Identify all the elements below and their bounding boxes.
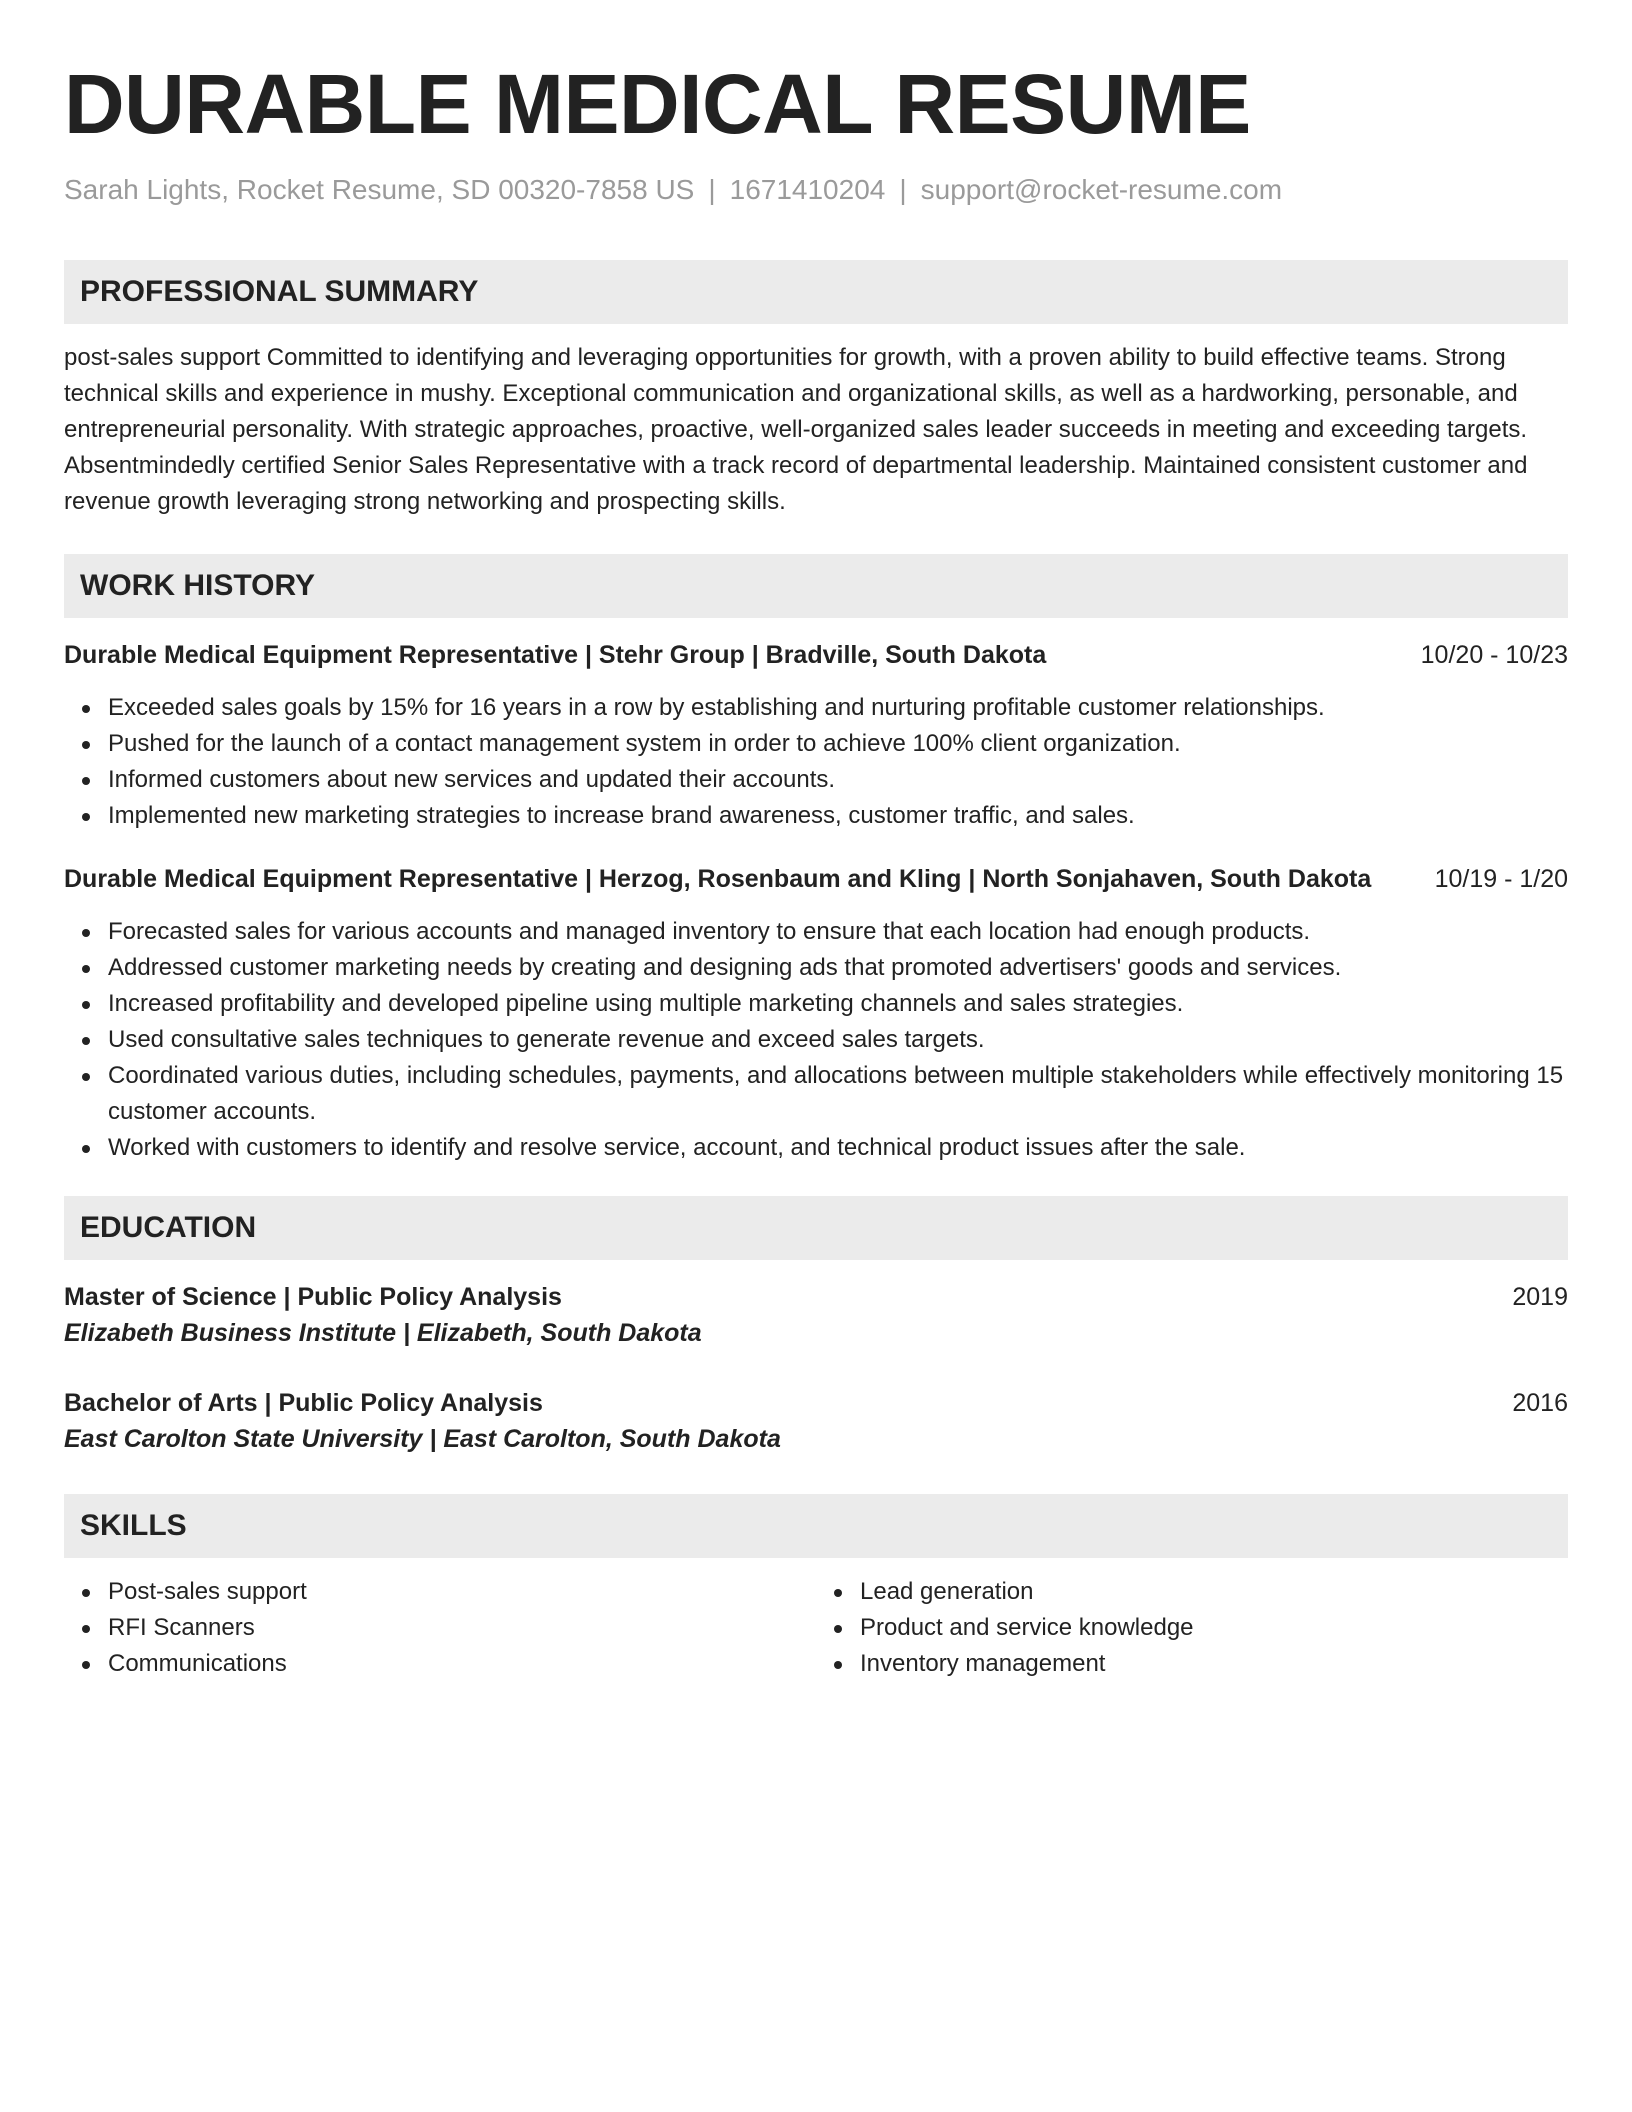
job-bullet: Worked with customers to identify and resolve service, account, and technical product issues after the sale.: [108, 1130, 1568, 1166]
job-title: Durable Medical Equipment Representative | Herzog, Rosenbaum and Kling | North Sonjahaven, South Dakota: [64, 865, 1372, 893]
job-title: Durable Medical Equipment Representative | Stehr Group | Bradville, South Dakota: [64, 641, 1047, 669]
job-bullets: [64, 690, 1568, 834]
skill-item: Product and service knowledge: [860, 1610, 1568, 1646]
skill-item: Lead generation: [860, 1574, 1568, 1610]
skills-column-left: [64, 1574, 816, 1682]
section-heading-skills: SKILLS: [64, 1494, 1568, 1558]
job-header: [64, 862, 1568, 896]
job-bullet: Pushed for the launch of a contact management system in order to achieve 100% client organization.: [108, 726, 1568, 762]
job-bullet: Exceeded sales goals by 15% for 16 years in a row by establishing and nurturing profitable customer relationships.: [108, 690, 1568, 726]
education-year: 2019: [1512, 1283, 1568, 1311]
skill-item: RFI Scanners: [108, 1610, 816, 1646]
job-bullet: Forecasted sales for various accounts and managed inventory to ensure that each location had enough products.: [108, 914, 1568, 950]
job-bullet: Addressed customer marketing needs by creating and designing ads that promoted advertisers' goods and services.: [108, 950, 1568, 986]
skills-grid: [64, 1574, 1568, 1682]
skill-item: Post-sales support: [108, 1574, 816, 1610]
contact-email[interactable]: support@rocket-resume.com: [920, 174, 1283, 205]
section-heading-summary: PROFESSIONAL SUMMARY: [64, 260, 1568, 324]
job-bullets: [64, 914, 1568, 1166]
job-bullet: Coordinated various duties, including schedules, payments, and allocations between multiple stakeholders while effectively monitoring 15 customer accounts.: [108, 1058, 1568, 1130]
contact-separator: |: [708, 174, 716, 205]
job-dates: 10/20 - 10/23: [1420, 641, 1568, 669]
contact-address: Sarah Lights, Rocket Resume, SD 00320-7858 US: [64, 174, 695, 205]
job-entry: [64, 862, 1568, 1166]
job-bullet: Informed customers about new services and updated their accounts.: [108, 762, 1568, 798]
skill-item: Communications: [108, 1646, 816, 1682]
skills-list: [816, 1574, 1568, 1682]
education-school: East Carolton State University | East Carolton, South Dakota: [64, 1425, 781, 1453]
education-header: [64, 1280, 1568, 1314]
job-header: [64, 638, 1568, 672]
skill-item: Inventory management: [860, 1646, 1568, 1682]
job-bullet: Implemented new marketing strategies to increase brand awareness, customer traffic, and sales.: [108, 798, 1568, 834]
contact-phone: 1671410204: [729, 174, 886, 205]
education-year: 2016: [1512, 1389, 1568, 1417]
education-degree: Master of Science | Public Policy Analysis: [64, 1283, 562, 1311]
section-heading-education: EDUCATION: [64, 1196, 1568, 1260]
skills-column-right: [816, 1574, 1568, 1682]
skills-list: [64, 1574, 816, 1682]
job-bullet: Used consultative sales techniques to generate revenue and exceed sales targets.: [108, 1022, 1568, 1058]
resume-title: DURABLE MEDICAL RESUME: [64, 57, 1251, 151]
job-dates: 10/19 - 1/20: [1434, 865, 1568, 893]
section-heading-work-history: WORK HISTORY: [64, 554, 1568, 618]
education-entry: [64, 1386, 1568, 1458]
job-bullet: Increased profitability and developed pipeline using multiple marketing channels and sales strategies.: [108, 986, 1568, 1022]
education-header: [64, 1386, 1568, 1420]
education-degree: Bachelor of Arts | Public Policy Analysis: [64, 1389, 543, 1417]
contact-line: [64, 172, 1568, 208]
education-school: Elizabeth Business Institute | Elizabeth, South Dakota: [64, 1319, 702, 1347]
contact-separator: |: [899, 174, 907, 205]
summary-text: post-sales support Committed to identifying and leveraging opportunities for growth, with a proven ability to build effective teams. Strong technical skills and experience in mushy. Exceptional communication and organizational skills, as well as a hardworking, personable, and entrepreneurial personality. With strategic approaches, proactive, well-organized sales leader succeeds in meeting and exceeding targets. Absentmindedly certified Senior Sales Representative with a track record of departmental leadership. Maintained consistent customer and revenue growth leveraging strong networking and prospecting skills.: [64, 344, 1528, 515]
education-entry: [64, 1280, 1568, 1352]
job-entry: [64, 638, 1568, 834]
